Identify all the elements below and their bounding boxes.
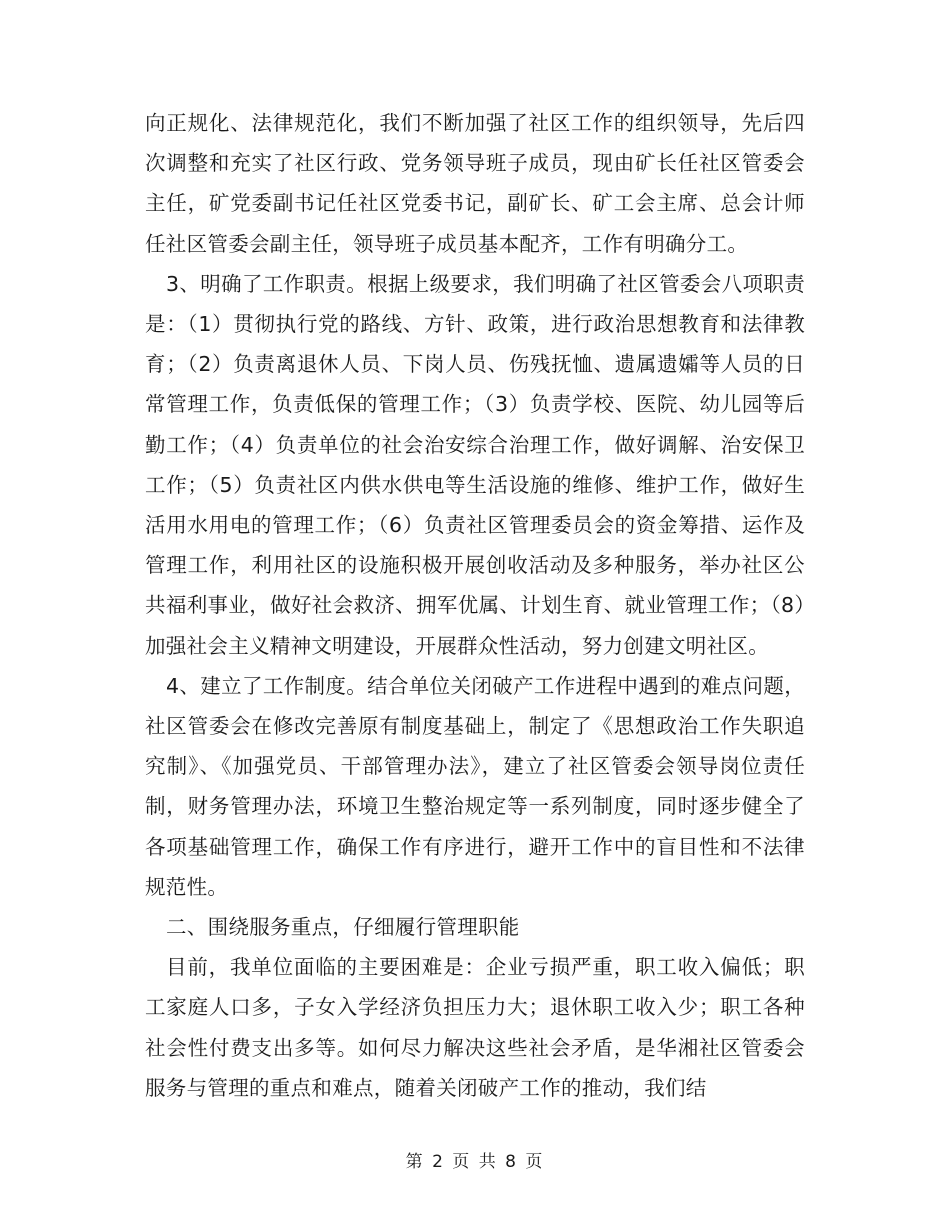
paragraph-work-duties: 3、明确了工作职责。根据上级要求，我们明确了社区管委会八项职责是：（1）贯彻执行党的路线、方针、政策，进行政治思想教育和法律教育；（2）负责离退休人员、下岗人员、伤残抚恤、遗属遗孀等人员的日常管理工作，负责低保的管理工作；（3）负责学校、医院、幼儿园等后勤工作；（4）负责单位的社会治安综合治理工作，做好调解、治安保卫工作；（5）负责社区内供水供电等生活设施的维修、维护工作，做好生活用水用电的管理工作；（6）负责社区管理委员会的资金筹措、运作及管理工作，利用社区的设施积极开展创收活动及多种服务，举办社区公共福利事业，做好社会救济、拥军优属、计划生育、就业管理工作；（8）加强社会主义精神文明建设，开展群众性活动，努力创建文明社区。 (145, 271, 805, 658)
paragraph-current-difficulties: 目前，我单位面临的主要困难是：企业亏损严重，职工收入偏低；职工家庭人口多，子女入学经济负担压力大；退休职工收入少；职工各种社会性付费支出多等。如何尽力解决这些社会矛盾，是华湘社区管委会服务与管理的重点和难点，随着关闭破产工作的推动，我们结 (145, 955, 805, 1100)
document-body (145, 103, 805, 1108)
paragraph-continuation: 向正规化、法律规范化，我们不断加强了社区工作的组织领导，先后四次调整和充实了社区行政、党务领导班子成员，现由矿长任社区管委会主任，矿党委副书记任社区党委书记，副矿长、矿工会主席、总会计师任社区管委会副主任，领导班子成员基本配齐，工作有明确分工。 (145, 111, 805, 256)
section-heading: 二、围绕服务重点，仔细履行管理职能 (166, 915, 520, 940)
page-number-footer: 第 2 页 共 8 页 (405, 1152, 545, 1172)
paragraph-work-system: 4、建立了工作制度。结合单位关闭破产工作进程中遇到的难点问题，社区管委会在修改完善原有制度基础上，制定了《思想政治工作失职追究制》、《加强党员、干部管理办法》，建立了社区管委会领导岗位责任制，财务管理办法，环境卫生整治规定等一系列制度，同时逐步健全了各项基础管理工作，确保工作有序进行，避开工作中的盲目性和不法律规范性。 (145, 673, 805, 899)
